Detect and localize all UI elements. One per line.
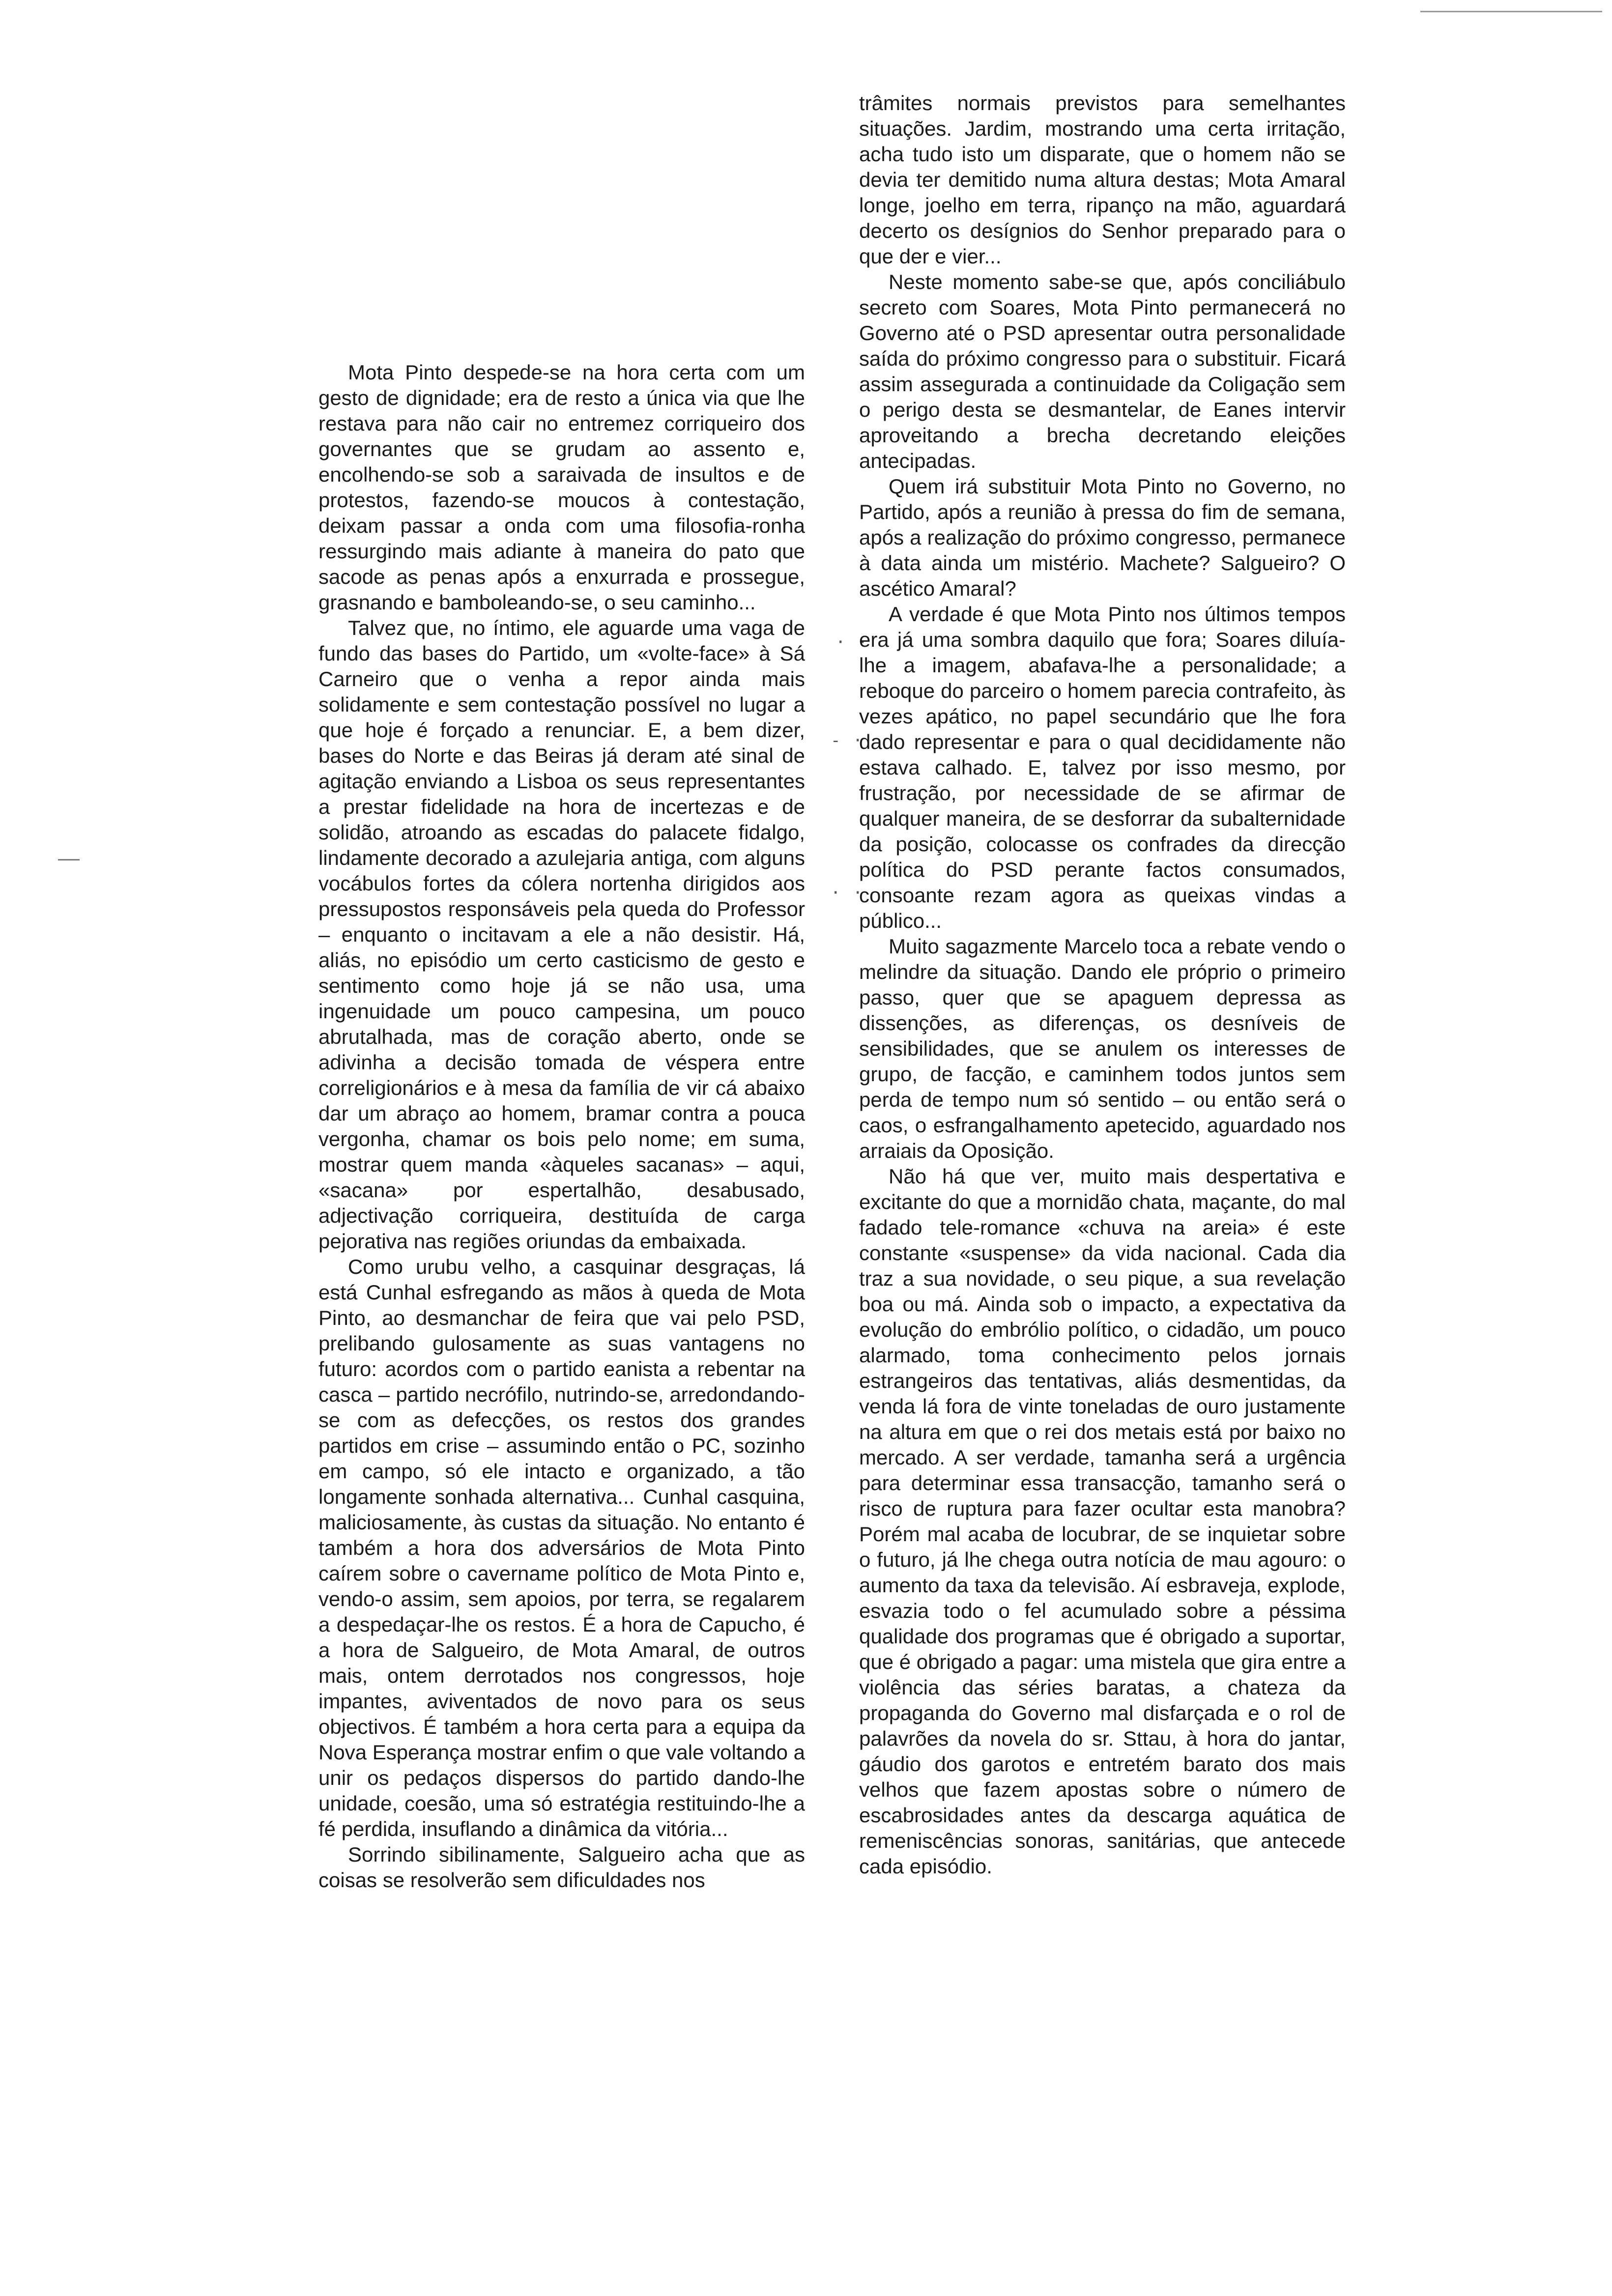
article-paragraph: Sorrindo sibilinamente, Salgueiro acha que as coisas se resolverão sem dificuldades nos [318,1843,805,1892]
article-paragraph: Neste momento sabe-se que, após conciliábulo secreto com Soares, Mota Pinto permanecerá no Governo até o PSD apresentar outra personalidade saída do próximo congresso para o substituir. Ficará assim assegurada a continuidade da Coligação sem o perigo desta se desmantelar, de Eanes intervir aproveitando a brecha decretando eleições antecipadas. [859,270,1346,472]
scan-margin-mark [58,859,80,861]
article-paragraph: A verdade é que Mota Pinto nos últimos tempos era já uma sombra daquilo que fora; Soares diluía-lhe a imagem, abafava-lhe a personalidade; a reboque do parceiro o homem parecia contrafeito, às vezes apático, no papel secundário que lhe fora dado representar e para o qual decididamente não estava calhado. E, talvez por isso mesmo, por frustração, por necessidade de se afirmar de qualquer maneira, de se desforrar da subalternidade da posição, colocasse os confrades da direcção política do PSD perante factos consumados, consoante rezam agora as queixas vindas a público... [859,603,1346,932]
scan-top-rule [1420,11,1602,12]
scan-noise: · · [831,883,864,903]
article-right-column [859,90,1346,1879]
article-paragraph-continued: trâmites normais previstos para semelhantes situações. Jardim, mostrando uma certa irritação, acha tudo isto um disparate, que o homem não se devia ter demitido numa altura destas; Mota Amaral longe, joelho em terra, ripanço na mão, aguardará decerto os desígnios do Senhor preparado para o que der e vier... [859,91,1346,268]
article-paragraph: Não há que ver, muito mais despertativa e excitante do que a mornidão chata, maçante, do mal fadado tele-romance «chuva na areia» é este constante «suspense» da vida nacional. Cada dia traz a sua novidade, o seu pique, a sua revelação boa ou má. Ainda sob o impacto, a expectativa da evolução do embrólio político, o cidadão, um pouco alarmado, toma conhecimento pelos jornais estrangeiros das tentativas, aliás desmentidas, da venda lá fora de vinte toneladas de ouro justamente na altura em que o rei dos metais está por baixo no mercado. A ser verdade, tamanha será a urgência para determinar essa transacção, tamanho será o risco de ruptura para fazer ocultar esta manobra? Porém mal acaba de locubrar, de se inquietar sobre o futuro, já lhe chega outra notícia de mau agouro: o aumento da taxa da televisão. Aí esbraveja, explode, esvazia todo o fel acumulado sobre a péssima qualidade dos programas que é obrigado a suportar, que é obrigado a pagar: uma mistela que gira entre a violência das séries baratas, a chateza da propaganda do Governo mal disfarçada e o rol de palavrões da novela do sr. Sttau, à hora do jantar, gáudio dos garotos e entretém barato dos mais velhos que fazem apostas sobre o número de escabrosidades antes da descarga aquática de remeniscências sonoras, sanitárias, que antecede cada episódio. [859,1165,1346,1878]
article-paragraph: Como urubu velho, a casquinar desgraças, lá está Cunhal esfregando as mãos à queda de Mota Pinto, ao desmanchar de feira que vai pelo PSD, prelibando gulosamente as suas vantagens no futuro: acordos com o partido eanista a rebentar na casca – partido necrófilo, nutrindo-se, arredondando-se com as defecções, os restos dos grandes partidos em crise – assumindo então o PC, sozinho em campo, só ele intacto e organizado, a tão longamente sonhada alternativa... Cunhal casquina, maliciosamente, às custas da situação. No entanto é também a hora dos adversários de Mota Pinto caírem sobre o cavername político de Mota Pinto e, vendo-o assim, sem apoios, por terra, se regalarem a despedaçar-lhe os restos. É a hora de Capucho, é a hora de Salgueiro, de Mota Amaral, de outros mais, ontem derrotados nos congressos, hoje impantes, aviventados de novo para os seus objectivos. É também a hora certa para a equipa da Nova Esperança mostrar enfim o que vale voltando a unir os pedaços dispersos do partido dando-lhe unidade, coesão, uma só estratégia restituindo-lhe a fé perdida, insuflando a dinâmica da vitória... [318,1255,805,1840]
article-paragraph: Talvez que, no íntimo, ele aguarde uma vaga de fundo das bases do Partido, um «volte-face» à Sá Carneiro que o venha a repor ainda mais solidamente e sem contestação possível no lugar a que hoje é forçado a renunciar. E, a bem dizer, bases do Norte e das Beiras já deram até sinal de agitação enviando a Lisboa os seus representantes a prestar fidelidade na hora de incertezas e de solidão, atroando as escadas do palacete fidalgo, lindamente decorado a azulejaria antiga, com alguns vocábulos fortes da cólera nortenha dirigidos aos pressupostos responsáveis pela queda do Professor – enquanto o incitavam a ele a não desistir. Há, aliás, no episódio um certo casticismo de gesto e sentimento como hoje já se não usa, uma ingenuidade um pouco campesina, um pouco abrutalhada, mas de coração aberto, onde se adivinha a decisão tomada de véspera entre correligionários e à mesa da família de vir cá abaixo dar um abraço ao homem, bramar contra a pouca vergonha, chamar os bois pelo nome; em suma, mostrar quem manda «àqueles sacanas» – aqui, «sacana» por espertalhão, desabusado, adjectivação corriqueira, destituída de carga pejorativa nas regiões oriundas da embaixada. [318,616,805,1253]
article-paragraph: Mota Pinto despede-se na hora certa com um gesto de dignidade; era de resto a única via que lhe restava para não cair no entremez corriqueiro dos governantes que se grudam ao assento e, encolhendo-se sob a saraivada de insultos e de protestos, fazendo-se moucos à contestação, deixam passar a onda com uma filosofia-ronha ressurgindo mais adiante à maneira do pato que sacode as penas após a enxurrada e prossegue, grasnando e bamboleando-se, o seu caminho... [318,361,805,614]
article-paragraph: Quem irá substituir Mota Pinto no Governo, no Partido, após a reunião à pressa do fim de semana, após a realização do próximo congresso, permanece à data ainda um mistério. Machete? Salgueiro? O ascético Amaral? [859,475,1346,600]
article-left-column [318,360,805,1893]
scan-noise: · · [835,632,869,652]
article-paragraph: Muito sagazmente Marcelo toca a rebate vendo o melindre da situação. Dando ele próprio o primeiro passo, quer que se apaguem depressa as dissenções, as diferenças, os desníveis de sensibilidades, que se anulem os interesses de grupo, de facção, e caminhem todos juntos sem perda de tempo num só sentido – ou então será o caos, o esfrangalhamento apetecido, aguardado nos arraiais da Oposição. [859,935,1346,1162]
scan-noise: - · [831,731,864,750]
